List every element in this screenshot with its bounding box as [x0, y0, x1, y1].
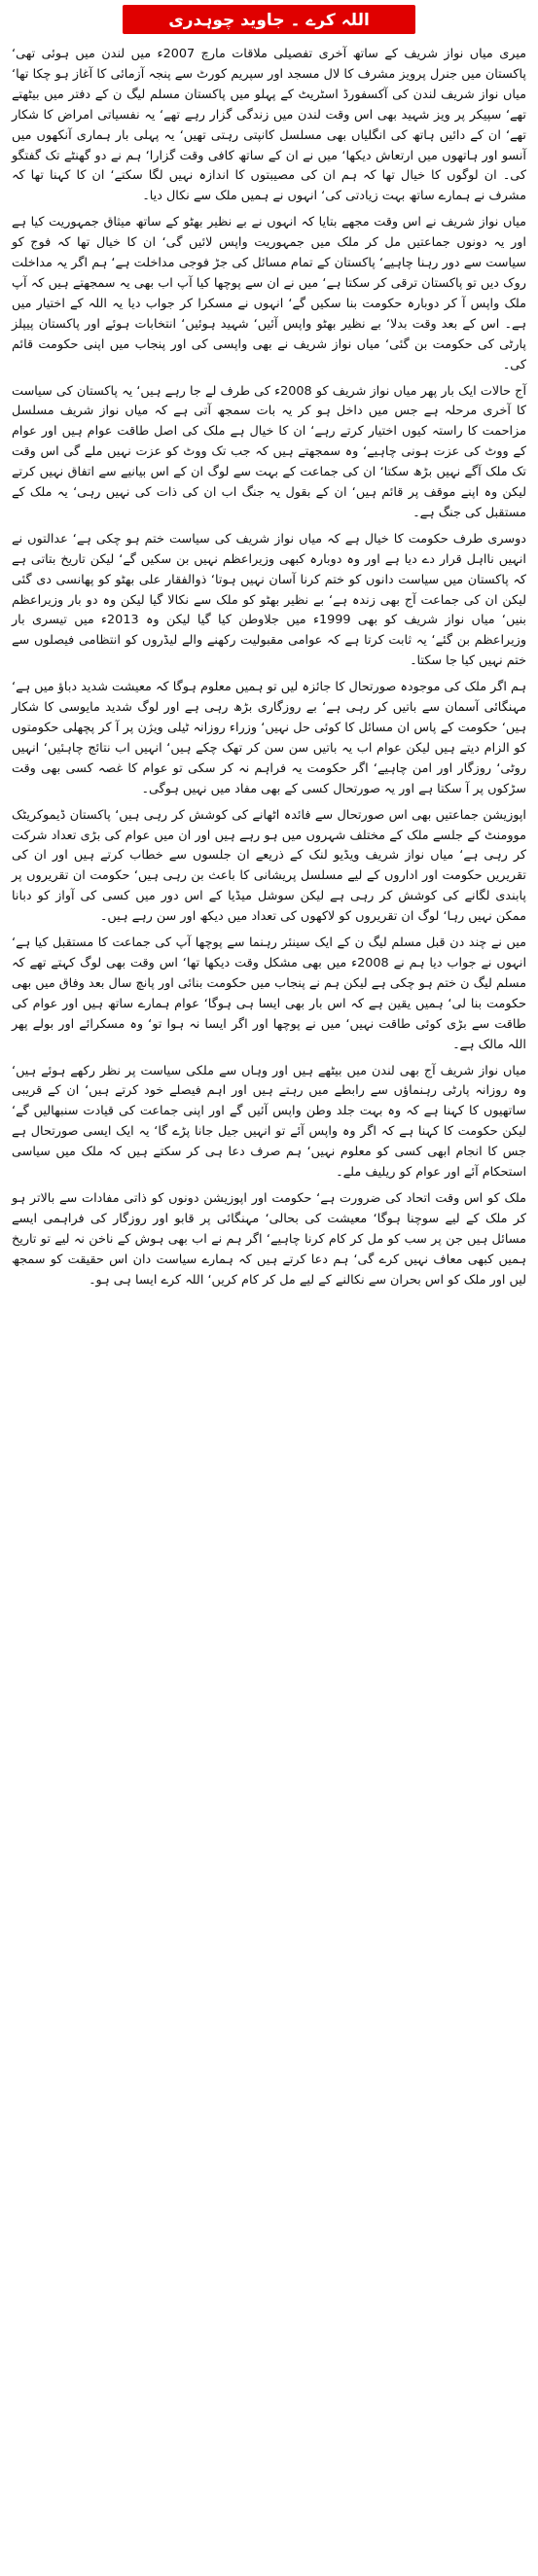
article-paragraph: میری میاں نواز شریف کے ساتھ آخری تفصیلی ملاقات مارچ 2007ء میں لندن میں ہوئی تھی‘ پاکستان میں جنرل پرویز مشرف کا لال مسجد اور سپریم کورٹ سے پنجہ آزمائی کا آغاز ہو چکا تھا‘ میاں نواز شریف لندن کی آکسفورڈ اسٹریٹ کے پہلو میں پاکستان مسلم لیگ ن کے دفتر میں بیٹھتے تھے‘ سپیکر پر ویز شہید بھی اس وقت لندن میں زندگی گزار رہے تھے‘ یہ نفسیاتی امراض کا شکار تھے‘ ان کے دائیں ہاتھ کی انگلیاں بھی مسلسل کانپتی رہتی تھیں‘ یہ پہلی بار ہماری آنکھوں میں آنسو اور ہاتھوں میں ارتعاش دیکھا‘ میں نے ان کے ساتھ کافی وقت گزارا‘ ہم نے دو گھنٹے تک گفتگو کی۔ ان لوگوں کا خیال تھا کہ ہم ان کی مصیبتوں کا اندازہ نہیں لگا سکتے‘ ان کا کہنا تھا کہ مشرف نے ہمارے ساتھ بہت زیادتی کی‘ انہوں نے ہمیں ملک سے نکال دیا۔	[12, 47, 527, 204]
article-paragraph: اپوزیشن جماعتیں بھی اس صورتحال سے فائدہ اٹھانے کی کوشش کر رہی ہیں‘ پاکستان ڈیموکریٹک موومنٹ کے جلسے ملک کے مختلف شہروں میں ہو رہے ہیں اور ان میں عوام کی بڑی تعداد شرکت کر رہی ہے‘ میاں نواز شریف ویڈیو لنک کے ذریعے ان جلسوں سے خطاب کرتے ہیں اور ان کی تقریریں حکومت اور اداروں کے لیے مسلسل پریشانی کا باعث بن رہی ہیں‘ حکومت ان تقریروں پر پابندی لگانے کی کوشش کر رہی ہے لیکن سوشل میڈیا کے اس دور میں کسی کی آواز کو دبانا ممکن نہیں رہا‘ لوگ ان تقریروں کو لاکھوں کی تعداد میں دیکھ اور سن رہے ہیں۔	[12, 807, 526, 925]
article-paragraph: میاں نواز شریف آج بھی لندن میں بیٹھے ہیں اور وہاں سے ملکی سیاست پر نظر رکھے ہوئے ہیں‘ وہ روزانہ پارٹی رہنماؤں سے رابطے میں رہتے ہیں اور اہم فیصلے خود کرتے ہیں‘ ان کے قریبی ساتھیوں کا کہنا ہے کہ وہ بہت جلد وطن واپس آئیں گے اور اپنی جماعت کی قیادت سنبھالیں گے‘ لیکن حکومت کا کہنا ہے کہ اگر وہ واپس آئے تو انہیں جیل جانا پڑے گا‘ یہ ایک ایسی صورتحال ہے جس کا انجام ابھی کسی کو معلوم نہیں‘ ہم صرف دعا ہی کر سکتے ہیں کہ ملک میں سیاسی استحکام آئے اور عوام کو ریلیف ملے۔	[12, 1063, 526, 1181]
article-paragraph: میاں نواز شریف نے اس وقت مجھے بتایا کہ انہوں نے بے نظیر بھٹو کے ساتھ میثاق جمہوریت کیا ہے اور یہ دونوں جماعتیں مل کر ملک میں جمہوریت واپس لائیں گی‘ ان کا خیال تھا کہ فوج کو سیاست سے دور رہنا چاہیے‘ پاکستان کے تمام مسائل کی جڑ فوجی مداخلت ہے‘ ہم اگر یہ مداخلت روک دیں تو پاکستان ترقی کر سکتا ہے‘ میں نے ان سے پوچھا کیا آپ اب بھی یہ سمجھتے ہیں کہ آپ ملک واپس آ کر دوبارہ حکومت بنا سکیں گے‘ انہوں نے مسکرا کر جواب دیا یہ اللہ کے اختیار میں ہے۔ اس کے بعد وقت بدلا‘ بے نظیر بھٹو واپس آئیں‘ شہید ہوئیں‘ انتخابات ہوئے اور پاکستان پیپلز پارٹی کی حکومت بن گئی‘ میاں نواز شریف نے بھی واپسی کی اور پنجاب میں اپنی حکومت قائم کی۔	[12, 215, 526, 372]
article-paragraph: میں نے چند دن قبل مسلم لیگ ن کے ایک سینئر رہنما سے پوچھا آپ کی جماعت کا مستقبل کیا ہے‘ انہوں نے جواب دیا ہم نے 2008ء میں بھی مشکل وقت دیکھا تھا‘ اس وقت بھی لوگ کہتے تھے کہ مسلم لیگ ن ختم ہو چکی ہے لیکن ہم نے پنجاب میں حکومت بنائی اور پانچ سال بعد وفاق میں بھی حکومت بنا لی‘ ہمیں یقین ہے کہ اس بار بھی ایسا ہی ہوگا‘ عوام ہمارے ساتھ ہیں اور عوام کی طاقت سے بڑی کوئی طاقت نہیں‘ میں نے پوچھا اور اگر ایسا نہ ہوا تو‘ وہ مسکرائے اور بولے پھر اللہ مالک ہے۔	[12, 935, 527, 1052]
article-paragraph: آج حالات ایک بار پھر میاں نواز شریف کو 2008ء کی طرف لے جا رہے ہیں‘ یہ پاکستان کی سیاست کا آخری مرحلہ ہے جس میں داخل ہو کر یہ بات سمجھ آتی ہے کہ میاں نواز شریف مسلسل مزاحمت کا راستہ کیوں اختیار کرتے رہے‘ ان کا خیال ہے ملک کی اصل طاقت عوام ہیں اور عوام کے ووٹ کی عزت ہونی چاہیے‘ وہ سمجھتے ہیں کہ جب تک ووٹ کو عزت نہیں ملے گی اس وقت تک ملک آگے نہیں بڑھ سکتا‘ ان کی جماعت کے بہت سے لوگ ان کے اس بیانیے سے اتفاق نہیں کرتے لیکن وہ اپنے موقف پر قائم ہیں‘ ان کے بقول یہ جنگ اب ان کی ذات کی نہیں رہی‘ یہ ملک کے مستقبل کی جنگ ہے۔	[12, 383, 526, 520]
article-paragraph: ملک کو اس وقت اتحاد کی ضرورت ہے‘ حکومت اور اپوزیشن دونوں کو ذاتی مفادات سے بالاتر ہو کر ملک کے لیے سوچنا ہوگا‘ معیشت کی بحالی‘ مہنگائی پر قابو اور روزگار کی فراہمی ایسے مسائل ہیں جن پر سب کو مل کر کام کرنا چاہیے‘ اگر ہم نے اب بھی ہوش کے ناخن نہ لیے تو تاریخ ہمیں کبھی معاف نہیں کرے گی‘ ہم دعا کرتے ہیں کہ ہمارے سیاست دان اس حقیقت کو سمجھ لیں اور ملک کو اس بحران سے نکالنے کے لیے مل کر کام کریں‘ اللہ کرے ایسا ہی ہو۔	[12, 1190, 526, 1288]
article-paragraph: دوسری طرف حکومت کا خیال ہے کہ میاں نواز شریف کی سیاست ختم ہو چکی ہے‘ عدالتوں نے انہیں نااہل قرار دے دیا ہے اور وہ دوبارہ کبھی وزیراعظم نہیں بن سکیں گے‘ لیکن تاریخ بتاتی ہے کہ پاکستان میں سیاست دانوں کو ختم کرنا آسان نہیں ہوتا‘ ذوالفقار علی بھٹو کو پھانسی دی گئی لیکن ان کی جماعت آج بھی زندہ ہے‘ بے نظیر بھٹو کو ملک سے نکالا گیا لیکن وہ دو بار وزیراعظم بنیں‘ میاں نواز شریف کو بھی 1999ء میں جلاوطن کیا گیا لیکن وہ 2013ء میں تیسری بار وزیراعظم بن گئے‘ یہ ثابت کرتا ہے کہ عوامی مقبولیت رکھنے والے لیڈروں کو انتظامی فیصلوں سے ختم نہیں کیا جا سکتا۔	[12, 531, 526, 669]
article-title: اللہ کرے ۔ جاوید چوہدری	[123, 5, 415, 34]
article-header	[0, 0, 538, 39]
article-paragraph: ہم اگر ملک کی موجودہ صورتحال کا جائزہ لیں تو ہمیں معلوم ہوگا کہ معیشت شدید دباؤ میں ہے‘ مہنگائی آسمان سے باتیں کر رہی ہے‘ بے روزگاری بڑھ رہی ہے اور لوگ شدید مایوسی کا شکار ہیں‘ حکومت کے پاس ان مسائل کا کوئی حل نہیں‘ وزراء روزانہ ٹیلی ویژن پر آ کر پچھلی حکومتوں کو الزام دیتے ہیں لیکن عوام اب یہ باتیں سن سن کر تھک چکے ہیں‘ انہیں اب نتائج چاہئیں‘ انہیں روٹی‘ روزگار اور امن چاہیے‘ اگر حکومت یہ فراہم نہ کر سکی تو عوام کا غصہ کسی بھی وقت سڑکوں پر آ سکتا ہے اور یہ صورتحال کسی کے بھی مفاد میں نہیں ہوگی۔	[12, 680, 526, 796]
article-body	[12, 45, 526, 1296]
